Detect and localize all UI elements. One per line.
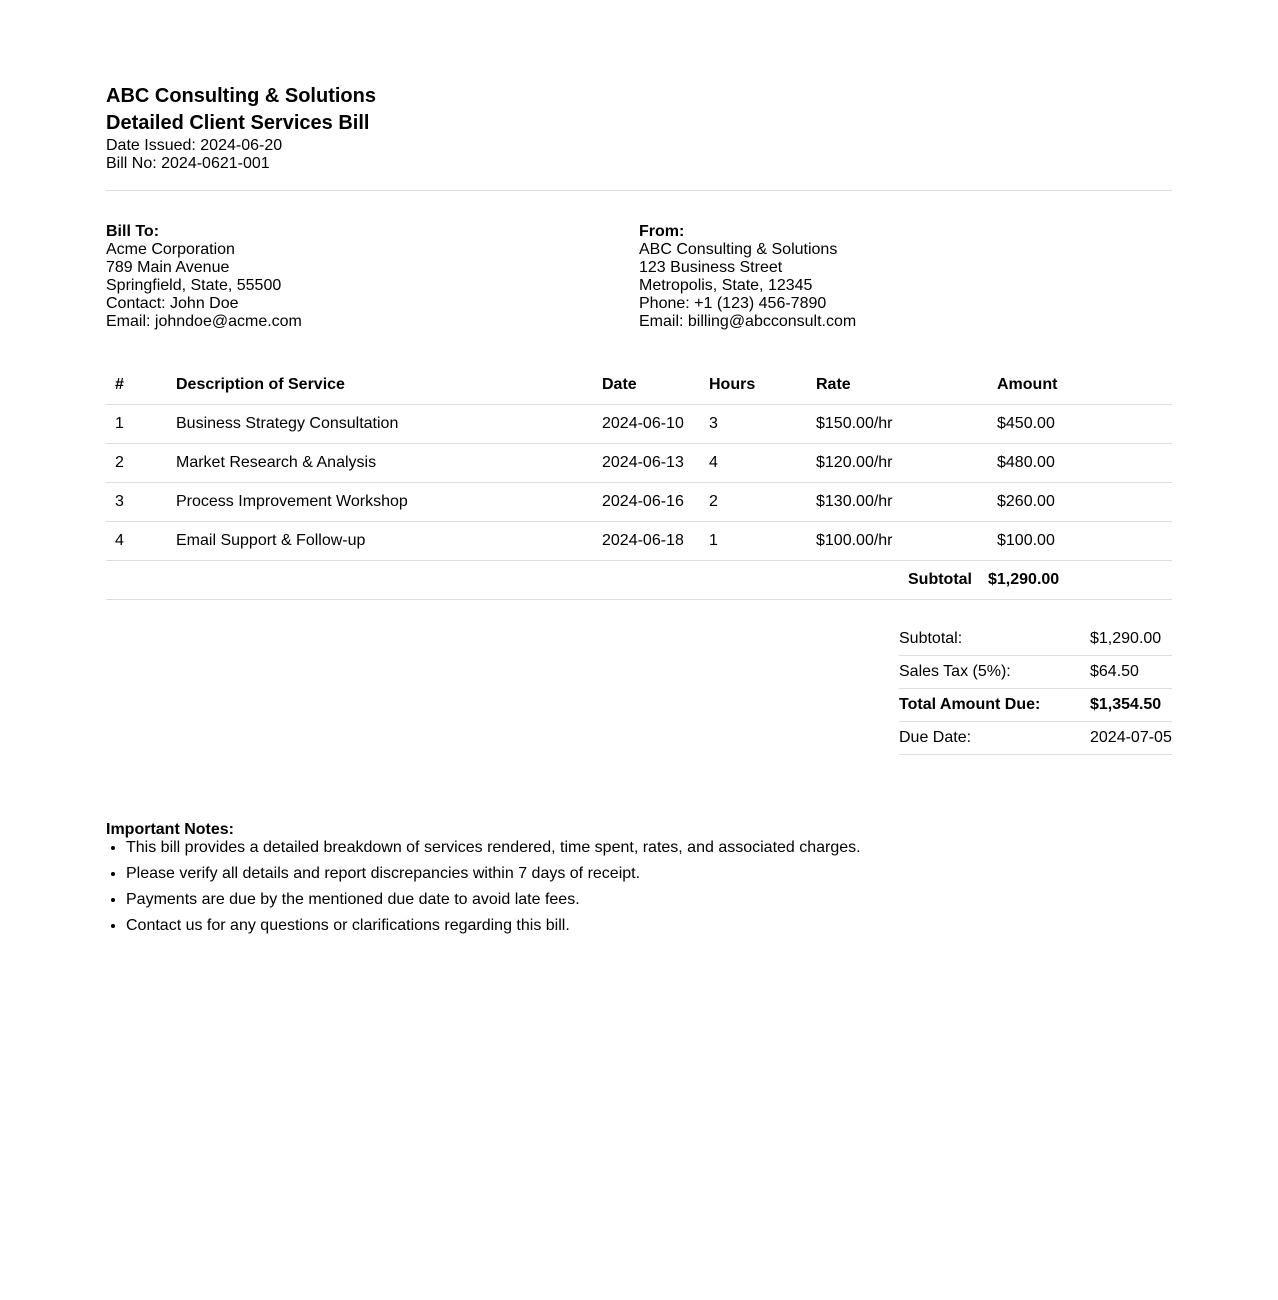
from-block [639,223,1172,331]
bill-to-line: Contact: John Doe [106,295,239,312]
from-line: 123 Business Street [639,259,783,276]
table-row [106,444,1172,483]
row-date: 2024-06-16 [593,483,700,522]
row-hours: 3 [700,405,807,444]
note-item: • This bill provides a detailed breakdown of services rendered, time spent, rates, and associated charges. [126,839,1172,857]
totals-row-subtotal [899,623,1172,656]
column-header-rate: Rate [807,365,988,405]
bill-to-line: Springfield, State, 55500 [106,277,282,294]
row-number: 3 [106,483,167,522]
subtotal-label: Subtotal [106,561,988,600]
row-hours: 4 [700,444,807,483]
totals-label: Due Date: [899,729,972,746]
date-issued: Date Issued: 2024-06-20 [106,137,283,154]
totals-row-total-due [899,689,1172,722]
row-amount: $260.00 [988,483,1172,522]
row-date: 2024-06-18 [593,522,700,561]
row-rate: $130.00/hr [807,483,988,522]
from-line: Metropolis, State, 12345 [639,277,813,294]
subtotal-value: $1,290.00 [988,561,1172,600]
totals-value: $1,354.50 [1090,696,1162,713]
totals-label: Subtotal: [899,630,963,647]
row-amount: $480.00 [988,444,1172,483]
column-header-number: # [106,365,167,405]
totals-row-due-date [899,722,1172,755]
row-description: Email Support & Follow-up [167,522,593,561]
table-row [106,483,1172,522]
note-item: • Payments are due by the mentioned due date to avoid late fees. [126,891,1172,909]
totals-value: $1,290.00 [1090,630,1162,647]
from-line: ABC Consulting & Solutions [639,241,838,258]
from-email: Email: billing@abcconsult.com [639,313,857,330]
subtotal-row [106,561,1172,600]
totals-label: Total Amount Due: [899,696,1041,713]
bill-to-email: Email: johndoe@acme.com [106,313,302,330]
row-description: Market Research & Analysis [167,444,593,483]
bill-to-line: 789 Main Avenue [106,259,230,276]
bill-to-heading: Bill To: [106,223,160,240]
table-row [106,522,1172,561]
row-date: 2024-06-10 [593,405,700,444]
company-name: ABC Consulting & Solutions [106,85,376,107]
note-item: • Contact us for any questions or clarifications regarding this bill. [126,917,1172,935]
bill-header [106,83,1172,190]
table-row [106,405,1172,444]
notes-heading: Important Notes: [106,821,234,838]
notes-section [106,821,1172,943]
totals-value: 2024-07-05 [1090,729,1172,746]
row-description: Business Strategy Consultation [167,405,593,444]
column-header-amount: Amount [988,365,1172,405]
row-description: Process Improvement Workshop [167,483,593,522]
header-divider [106,190,1172,191]
note-item: • Please verify all details and report discrepancies within 7 days of receipt. [126,865,1172,883]
from-heading: From: [639,223,685,240]
table-header-row [106,365,1172,405]
column-header-hours: Hours [700,365,807,405]
bill-number: Bill No: 2024-0621-001 [106,155,270,172]
row-amount: $450.00 [988,405,1172,444]
bill-to-block [106,223,639,331]
row-rate: $150.00/hr [807,405,988,444]
bill-to-line: Acme Corporation [106,241,235,258]
totals-value: $64.50 [1090,663,1139,680]
totals-label: Sales Tax (5%): [899,663,1011,680]
row-date: 2024-06-13 [593,444,700,483]
row-hours: 2 [700,483,807,522]
parties-section [106,223,1172,331]
totals-summary [899,623,1172,755]
bill-title: Detailed Client Services Bill [106,112,370,134]
row-hours: 1 [700,522,807,561]
notes-list [106,839,1172,935]
services-table [106,365,1172,600]
row-rate: $120.00/hr [807,444,988,483]
bill-page [106,83,1172,934]
row-amount: $100.00 [988,522,1172,561]
column-header-date: Date [593,365,700,405]
totals-row-tax [899,656,1172,689]
row-rate: $100.00/hr [807,522,988,561]
row-number: 1 [106,405,167,444]
row-number: 4 [106,522,167,561]
from-phone: Phone: +1 (123) 456-7890 [639,295,827,312]
column-header-description: Description of Service [167,365,593,405]
row-number: 2 [106,444,167,483]
